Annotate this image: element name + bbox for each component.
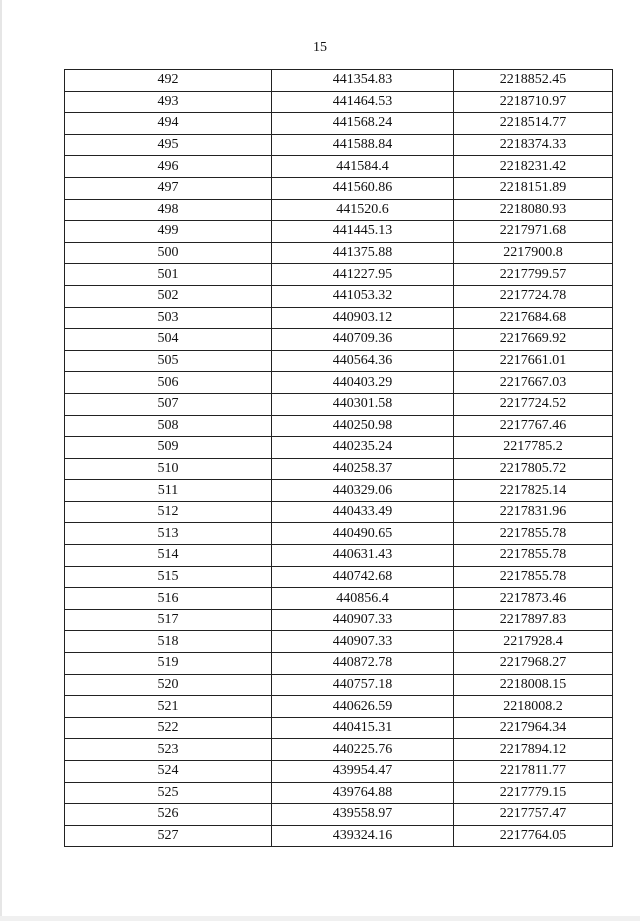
coordinate-table <box>64 69 613 847</box>
x-coordinate-cell: 440907.33 <box>272 609 454 631</box>
y-coordinate-cell: 2217971.68 <box>454 221 613 243</box>
y-coordinate-cell: 2217799.57 <box>454 264 613 286</box>
y-coordinate-cell: 2217785.2 <box>454 437 613 459</box>
point-number-cell: 495 <box>65 134 272 156</box>
point-number-cell: 504 <box>65 329 272 351</box>
table-row <box>65 393 613 415</box>
x-coordinate-cell: 440872.78 <box>272 653 454 675</box>
coordinate-table-body <box>65 70 613 847</box>
table-row <box>65 199 613 221</box>
table-row <box>65 480 613 502</box>
point-number-cell: 510 <box>65 458 272 480</box>
table-row <box>65 372 613 394</box>
table-row <box>65 674 613 696</box>
x-coordinate-cell: 441375.88 <box>272 242 454 264</box>
x-coordinate-cell: 439764.88 <box>272 782 454 804</box>
x-coordinate-cell: 441354.83 <box>272 70 454 92</box>
table-row <box>65 91 613 113</box>
x-coordinate-cell: 440626.59 <box>272 696 454 718</box>
table-row <box>65 437 613 459</box>
y-coordinate-cell: 2217724.78 <box>454 285 613 307</box>
y-coordinate-cell: 2217724.52 <box>454 393 613 415</box>
point-number-cell: 513 <box>65 523 272 545</box>
y-coordinate-cell: 2217897.83 <box>454 609 613 631</box>
scan-edge-bottom <box>0 916 640 921</box>
point-number-cell: 498 <box>65 199 272 221</box>
y-coordinate-cell: 2218710.97 <box>454 91 613 113</box>
x-coordinate-cell: 440742.68 <box>272 566 454 588</box>
table-row <box>65 177 613 199</box>
point-number-cell: 500 <box>65 242 272 264</box>
point-number-cell: 521 <box>65 696 272 718</box>
point-number-cell: 516 <box>65 588 272 610</box>
y-coordinate-cell: 2217767.46 <box>454 415 613 437</box>
x-coordinate-cell: 441568.24 <box>272 113 454 135</box>
point-number-cell: 518 <box>65 631 272 653</box>
point-number-cell: 499 <box>65 221 272 243</box>
table-row <box>65 588 613 610</box>
y-coordinate-cell: 2218514.77 <box>454 113 613 135</box>
table-row <box>65 545 613 567</box>
point-number-cell: 525 <box>65 782 272 804</box>
table-row <box>65 285 613 307</box>
table-row <box>65 825 613 847</box>
point-number-cell: 503 <box>65 307 272 329</box>
table-row <box>65 264 613 286</box>
table-row <box>65 350 613 372</box>
x-coordinate-cell: 440433.49 <box>272 501 454 523</box>
y-coordinate-cell: 2217764.05 <box>454 825 613 847</box>
x-coordinate-cell: 440907.33 <box>272 631 454 653</box>
point-number-cell: 522 <box>65 717 272 739</box>
point-number-cell: 494 <box>65 113 272 135</box>
x-coordinate-cell: 439558.97 <box>272 804 454 826</box>
point-number-cell: 492 <box>65 70 272 92</box>
point-number-cell: 511 <box>65 480 272 502</box>
table-row <box>65 501 613 523</box>
point-number-cell: 509 <box>65 437 272 459</box>
x-coordinate-cell: 440757.18 <box>272 674 454 696</box>
point-number-cell: 508 <box>65 415 272 437</box>
table-row <box>65 782 613 804</box>
x-coordinate-cell: 441053.32 <box>272 285 454 307</box>
y-coordinate-cell: 2217831.96 <box>454 501 613 523</box>
x-coordinate-cell: 441227.95 <box>272 264 454 286</box>
x-coordinate-cell: 441588.84 <box>272 134 454 156</box>
table-row <box>65 739 613 761</box>
table-row <box>65 566 613 588</box>
table-row <box>65 156 613 178</box>
x-coordinate-cell: 440903.12 <box>272 307 454 329</box>
table-row <box>65 329 613 351</box>
y-coordinate-cell: 2217968.27 <box>454 653 613 675</box>
y-coordinate-cell: 2217825.14 <box>454 480 613 502</box>
point-number-cell: 520 <box>65 674 272 696</box>
table-row <box>65 609 613 631</box>
point-number-cell: 493 <box>65 91 272 113</box>
table-row <box>65 717 613 739</box>
x-coordinate-cell: 439954.47 <box>272 761 454 783</box>
point-number-cell: 497 <box>65 177 272 199</box>
table-row <box>65 242 613 264</box>
point-number-cell: 524 <box>65 761 272 783</box>
point-number-cell: 519 <box>65 653 272 675</box>
y-coordinate-cell: 2217811.77 <box>454 761 613 783</box>
point-number-cell: 496 <box>65 156 272 178</box>
x-coordinate-cell: 440329.06 <box>272 480 454 502</box>
y-coordinate-cell: 2218151.89 <box>454 177 613 199</box>
page-number: 15 <box>313 40 327 55</box>
point-number-cell: 512 <box>65 501 272 523</box>
x-coordinate-cell: 440250.98 <box>272 415 454 437</box>
x-coordinate-cell: 440631.43 <box>272 545 454 567</box>
table-row <box>65 415 613 437</box>
y-coordinate-cell: 2218008.2 <box>454 696 613 718</box>
table-row <box>65 761 613 783</box>
y-coordinate-cell: 2217667.03 <box>454 372 613 394</box>
x-coordinate-cell: 440564.36 <box>272 350 454 372</box>
point-number-cell: 507 <box>65 393 272 415</box>
y-coordinate-cell: 2217779.15 <box>454 782 613 804</box>
x-coordinate-cell: 440709.36 <box>272 329 454 351</box>
y-coordinate-cell: 2217661.01 <box>454 350 613 372</box>
point-number-cell: 523 <box>65 739 272 761</box>
x-coordinate-cell: 440490.65 <box>272 523 454 545</box>
y-coordinate-cell: 2217684.68 <box>454 307 613 329</box>
x-coordinate-cell: 440301.58 <box>272 393 454 415</box>
point-number-cell: 515 <box>65 566 272 588</box>
point-number-cell: 501 <box>65 264 272 286</box>
point-number-cell: 505 <box>65 350 272 372</box>
table-row <box>65 458 613 480</box>
y-coordinate-cell: 2218852.45 <box>454 70 613 92</box>
table-row <box>65 631 613 653</box>
y-coordinate-cell: 2218080.93 <box>454 199 613 221</box>
y-coordinate-cell: 2217757.47 <box>454 804 613 826</box>
x-coordinate-cell: 440856.4 <box>272 588 454 610</box>
point-number-cell: 527 <box>65 825 272 847</box>
y-coordinate-cell: 2218231.42 <box>454 156 613 178</box>
y-coordinate-cell: 2217900.8 <box>454 242 613 264</box>
table-row <box>65 696 613 718</box>
y-coordinate-cell: 2218374.33 <box>454 134 613 156</box>
y-coordinate-cell: 2217855.78 <box>454 545 613 567</box>
x-coordinate-cell: 440235.24 <box>272 437 454 459</box>
y-coordinate-cell: 2217873.46 <box>454 588 613 610</box>
scan-edge <box>0 0 2 921</box>
x-coordinate-cell: 440403.29 <box>272 372 454 394</box>
y-coordinate-cell: 2217855.78 <box>454 566 613 588</box>
table-row <box>65 70 613 92</box>
y-coordinate-cell: 2217928.4 <box>454 631 613 653</box>
x-coordinate-cell: 439324.16 <box>272 825 454 847</box>
y-coordinate-cell: 2217669.92 <box>454 329 613 351</box>
x-coordinate-cell: 441560.86 <box>272 177 454 199</box>
y-coordinate-cell: 2217894.12 <box>454 739 613 761</box>
table-row <box>65 221 613 243</box>
point-number-cell: 517 <box>65 609 272 631</box>
y-coordinate-cell: 2217855.78 <box>454 523 613 545</box>
x-coordinate-cell: 440258.37 <box>272 458 454 480</box>
table-row <box>65 804 613 826</box>
y-coordinate-cell: 2217964.34 <box>454 717 613 739</box>
x-coordinate-cell: 440415.31 <box>272 717 454 739</box>
x-coordinate-cell: 440225.76 <box>272 739 454 761</box>
table-row <box>65 653 613 675</box>
point-number-cell: 502 <box>65 285 272 307</box>
x-coordinate-cell: 441584.4 <box>272 156 454 178</box>
point-number-cell: 526 <box>65 804 272 826</box>
x-coordinate-cell: 441464.53 <box>272 91 454 113</box>
table-row <box>65 307 613 329</box>
y-coordinate-cell: 2217805.72 <box>454 458 613 480</box>
x-coordinate-cell: 441520.6 <box>272 199 454 221</box>
point-number-cell: 514 <box>65 545 272 567</box>
point-number-cell: 506 <box>65 372 272 394</box>
x-coordinate-cell: 441445.13 <box>272 221 454 243</box>
y-coordinate-cell: 2218008.15 <box>454 674 613 696</box>
table-row <box>65 113 613 135</box>
table-row <box>65 523 613 545</box>
table-row <box>65 134 613 156</box>
